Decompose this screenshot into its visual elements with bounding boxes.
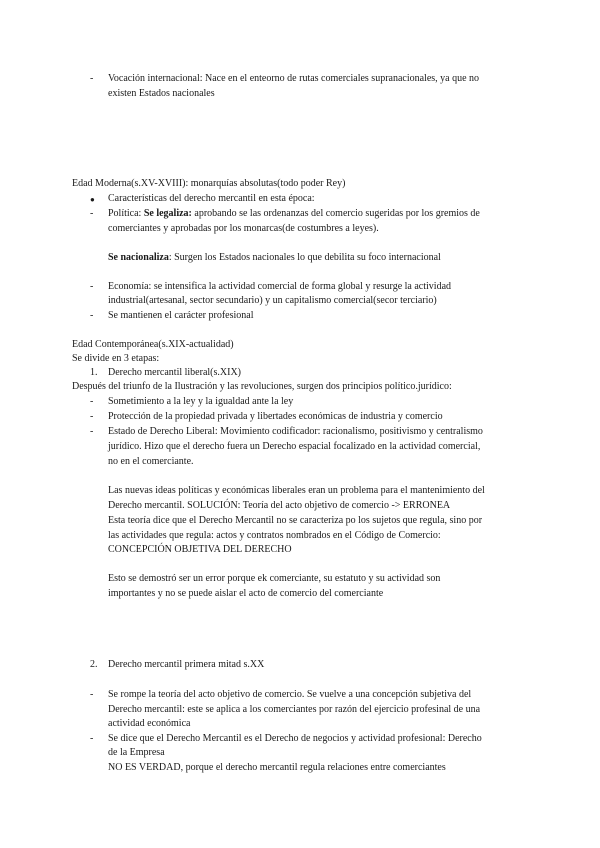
bullet-dash: - <box>90 73 94 84</box>
bullet-dot: ● <box>90 195 95 204</box>
text-line: de la Empresa <box>108 747 165 758</box>
text-line: Derecho mercantil liberal(s.XIX) <box>108 367 241 378</box>
text-line: comerciantes y aprobadas por los monarcas(de costumbres a leyes). <box>108 223 379 234</box>
bullet-dash: - <box>90 426 94 437</box>
text-line: Características del derecho mercantil en esta época: <box>108 193 315 204</box>
text-line: Se dice que el Derecho Mercantil es el Derecho de negocios y actividad profesional: Derecho <box>108 733 482 744</box>
text-line: Se mantienen el carácter profesional <box>108 310 254 321</box>
text-line: actividad económica <box>108 718 191 729</box>
text-line: Vocación internacional: Nace en el enteorno de rutas comerciales supranacionales, ya que no <box>108 73 480 84</box>
list-number: 2. <box>90 659 98 670</box>
bullet-dash: - <box>90 733 94 744</box>
text-line: no en el comerciante. <box>108 456 194 467</box>
text-line: las actividades que regula: actos y contratos nombrados en el Código de Comercio: <box>108 530 441 541</box>
text-line: Esta teoría dice que el Derecho Mercantil no se caracteriza po los sujetos que regula, sino por <box>108 515 483 526</box>
text-line: existen Estados nacionales <box>108 88 215 99</box>
text-line: importantes y no se puede aislar el acto de comercio del comerciante <box>108 588 384 599</box>
bullet-dash: - <box>90 310 94 321</box>
text-line: CONCEPCIÓN OBJETIVA DEL DERECHO <box>108 544 292 555</box>
text-line: jurídico. Hizo que el derecho fuera un Derecho espacial focalizado en la actividad comercial, <box>108 441 481 452</box>
text-line: Economía: se intensifica la actividad comercial de forma global y resurge la actividad <box>108 281 452 292</box>
text-line: Esto se demostró ser un error porque ek comerciante, su estatuto y su actividad son <box>108 573 441 584</box>
section-heading-contemporanea: Edad Contemporánea(s.XIX-actualidad) <box>72 339 234 350</box>
text-line: Se divide en 3 etapas: <box>72 353 160 364</box>
text-line: NO ES VERDAD, porque el derecho mercantil regula relaciones entre comerciantes <box>108 762 446 773</box>
bold-term: Se nacionaliza <box>108 252 169 263</box>
text-line: Sometimiento a la ley y la igualdad ante la ley <box>108 396 294 407</box>
text-line: Las nuevas ideas políticas y económicas liberales eran un problema para el mantenimiento del <box>108 485 485 496</box>
bold-term: Se legaliza: <box>143 208 192 219</box>
text-line <box>108 251 441 265</box>
section-heading-moderna: Edad Moderna(s.XV-XVIII): monarquías absolutas(todo poder Rey) <box>72 178 346 189</box>
bullet-dash: - <box>90 689 94 700</box>
text-run: Política: <box>108 208 144 219</box>
text-line <box>108 207 480 221</box>
text-run: aprobando se las ordenanzas del comercio sugeridas por los gremios de <box>191 208 480 219</box>
list-number: 1. <box>90 367 98 378</box>
text-line: Después del triunfo de la Ilustración y las revoluciones, surgen dos principios político.jurídico: <box>72 381 452 392</box>
bullet-dash: - <box>90 208 94 219</box>
bullet-dash: - <box>90 411 94 422</box>
text-line: Se rompe la teoría del acto objetivo de comercio. Se vuelve a una concepción subjetiva del <box>108 689 472 700</box>
text-line: Estado de Derecho Liberal: Movimiento codificador: racionalismo, positivismo y centralismo <box>108 426 483 437</box>
text-line: industrial(artesanal, sector secundario) y un capitalismo comercial(secor terciario) <box>108 295 437 306</box>
text-line: Derecho mercantil primera mitad s.XX <box>108 659 265 670</box>
text-line: Protección de la propiedad privada y libertades económicas de industria y comercio <box>108 411 443 422</box>
text-line: Derecho mercantil. SOLUCIÓN: Teoría del acto objetivo de comercio -> ERRONEA <box>108 500 451 511</box>
text-run: : Surgen los Estados nacionales lo que debilita su foco internacional <box>168 252 441 263</box>
bullet-dash: - <box>90 281 94 292</box>
bullet-dash: - <box>90 396 94 407</box>
text-line: Derecho mercantil: este se aplica a los comerciantes por razón del ejercicio profesinal de una <box>108 704 481 715</box>
